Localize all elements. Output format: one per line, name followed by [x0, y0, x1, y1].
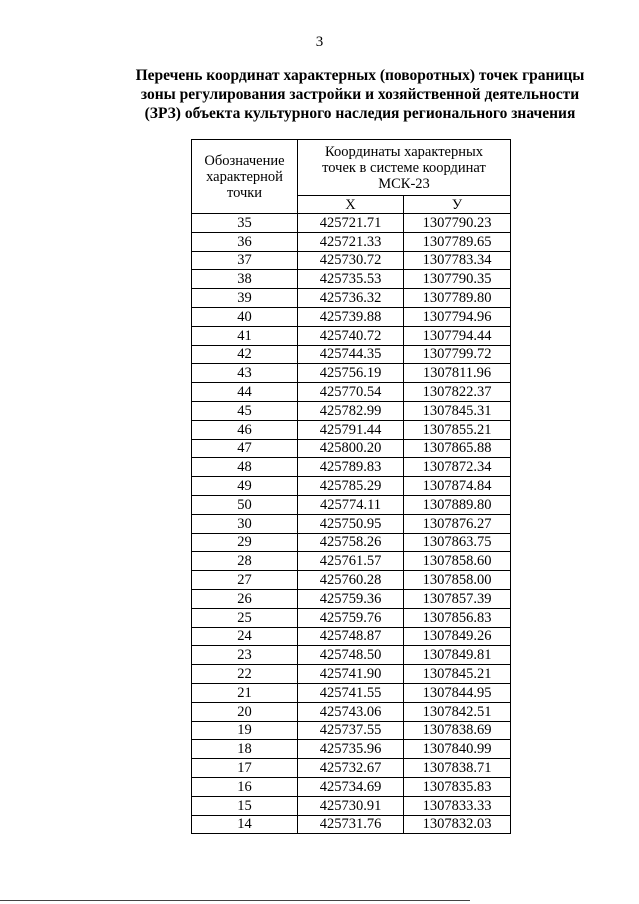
cell-point: 43	[192, 364, 298, 383]
table-row	[192, 533, 511, 552]
cell-y: 1307872.34	[404, 458, 511, 477]
cell-x: 425759.36	[298, 589, 404, 608]
header-group-line-2: точек в системе координат	[322, 159, 486, 176]
cell-x: 425756.19	[298, 364, 404, 383]
cell-y: 1307794.44	[404, 326, 511, 345]
table-row	[192, 495, 511, 514]
header-group-line-3: МСК-23	[378, 175, 430, 192]
cell-y: 1307838.71	[404, 759, 511, 778]
table-row	[192, 326, 511, 345]
table-row	[192, 514, 511, 533]
header-point-line-3: точки	[226, 184, 263, 201]
cell-point: 35	[192, 214, 298, 233]
cell-point: 30	[192, 514, 298, 533]
cell-x: 425800.20	[298, 439, 404, 458]
cell-point: 27	[192, 571, 298, 590]
cell-y: 1307844.95	[404, 683, 511, 702]
cell-y: 1307790.35	[404, 270, 511, 289]
cell-y: 1307889.80	[404, 495, 511, 514]
cell-point: 50	[192, 495, 298, 514]
cell-x: 425744.35	[298, 345, 404, 364]
cell-point: 47	[192, 439, 298, 458]
cell-y: 1307790.23	[404, 214, 511, 233]
cell-x: 425785.29	[298, 477, 404, 496]
cell-x: 425760.28	[298, 571, 404, 590]
cell-y: 1307811.96	[404, 364, 511, 383]
cell-point: 23	[192, 646, 298, 665]
table-row	[192, 420, 511, 439]
cell-point: 45	[192, 401, 298, 420]
table-row	[192, 759, 511, 778]
cell-point: 16	[192, 777, 298, 796]
cell-point: 48	[192, 458, 298, 477]
cell-point: 25	[192, 608, 298, 627]
cell-x: 425732.67	[298, 759, 404, 778]
cell-y: 1307799.72	[404, 345, 511, 364]
header-x: Х	[298, 196, 404, 214]
cell-x: 425748.87	[298, 627, 404, 646]
table-row	[192, 552, 511, 571]
cell-point: 37	[192, 251, 298, 270]
cell-y: 1307855.21	[404, 420, 511, 439]
cell-y: 1307794.96	[404, 307, 511, 326]
table-row	[192, 345, 511, 364]
document-title	[110, 66, 610, 123]
table-row	[192, 627, 511, 646]
title-line-1: Перечень координат характерных (поворотных) точек границы	[135, 67, 585, 84]
table-row	[192, 683, 511, 702]
cell-point: 19	[192, 721, 298, 740]
table-row	[192, 796, 511, 815]
title-line-2: зоны регулирования застройки и хозяйственной деятельности	[140, 86, 580, 103]
cell-x: 425774.11	[298, 495, 404, 514]
cell-point: 42	[192, 345, 298, 364]
cell-x: 425758.26	[298, 533, 404, 552]
table-row	[192, 364, 511, 383]
coordinates-table	[191, 139, 511, 834]
cell-x: 425735.53	[298, 270, 404, 289]
table-row	[192, 289, 511, 308]
table-row	[192, 307, 511, 326]
header-group-line-1: Координаты характерных	[325, 143, 483, 160]
cell-y: 1307833.33	[404, 796, 511, 815]
table-row	[192, 608, 511, 627]
table-body	[192, 214, 511, 834]
page-number: 3	[315, 34, 324, 50]
cell-y: 1307874.84	[404, 477, 511, 496]
cell-y: 1307858.60	[404, 552, 511, 571]
cell-x: 425737.55	[298, 721, 404, 740]
cell-y: 1307840.99	[404, 740, 511, 759]
table-row	[192, 646, 511, 665]
cell-y: 1307845.31	[404, 401, 511, 420]
table-row	[192, 721, 511, 740]
cell-point: 24	[192, 627, 298, 646]
title-line-3: (ЗРЗ) объекта культурного наследия регионального значения	[144, 105, 576, 122]
cell-y: 1307835.83	[404, 777, 511, 796]
table-row	[192, 232, 511, 251]
cell-y: 1307842.51	[404, 702, 511, 721]
cell-point: 15	[192, 796, 298, 815]
cell-y: 1307876.27	[404, 514, 511, 533]
cell-point: 41	[192, 326, 298, 345]
cell-point: 40	[192, 307, 298, 326]
cell-y: 1307865.88	[404, 439, 511, 458]
cell-x: 425791.44	[298, 420, 404, 439]
cell-x: 425741.90	[298, 665, 404, 684]
cell-point: 29	[192, 533, 298, 552]
cell-point: 14	[192, 815, 298, 834]
table-row	[192, 740, 511, 759]
table-row	[192, 439, 511, 458]
table-row	[192, 383, 511, 402]
table-row	[192, 458, 511, 477]
header-point-designation	[192, 140, 298, 214]
table-header	[192, 140, 511, 214]
cell-x: 425789.83	[298, 458, 404, 477]
cell-x: 425731.76	[298, 815, 404, 834]
table-row	[192, 702, 511, 721]
cell-point: 21	[192, 683, 298, 702]
cell-y: 1307832.03	[404, 815, 511, 834]
cell-point: 18	[192, 740, 298, 759]
cell-point: 36	[192, 232, 298, 251]
table-row	[192, 571, 511, 590]
header-y: У	[404, 196, 511, 214]
cell-x: 425743.06	[298, 702, 404, 721]
cell-point: 17	[192, 759, 298, 778]
table-row	[192, 251, 511, 270]
cell-x: 425770.54	[298, 383, 404, 402]
cell-x: 425736.32	[298, 289, 404, 308]
cell-x: 425741.55	[298, 683, 404, 702]
cell-y: 1307845.21	[404, 665, 511, 684]
cell-point: 28	[192, 552, 298, 571]
cell-y: 1307863.75	[404, 533, 511, 552]
cell-y: 1307822.37	[404, 383, 511, 402]
table-row	[192, 815, 511, 834]
cell-x: 425721.33	[298, 232, 404, 251]
cell-y: 1307858.00	[404, 571, 511, 590]
cell-y: 1307849.26	[404, 627, 511, 646]
cell-x: 425735.96	[298, 740, 404, 759]
cell-point: 39	[192, 289, 298, 308]
cell-x: 425761.57	[298, 552, 404, 571]
cell-y: 1307856.83	[404, 608, 511, 627]
table-row	[192, 589, 511, 608]
cell-x: 425750.95	[298, 514, 404, 533]
cell-point: 46	[192, 420, 298, 439]
cell-y: 1307789.65	[404, 232, 511, 251]
header-point-line-1: Обозначение	[204, 152, 285, 169]
cell-x: 425730.91	[298, 796, 404, 815]
cell-x: 425782.99	[298, 401, 404, 420]
cell-point: 20	[192, 702, 298, 721]
cell-x: 425734.69	[298, 777, 404, 796]
page-bottom-rule	[0, 900, 470, 901]
cell-x: 425759.76	[298, 608, 404, 627]
header-point-line-2: характерной	[206, 168, 283, 185]
cell-y: 1307783.34	[404, 251, 511, 270]
table-row	[192, 777, 511, 796]
cell-x: 425740.72	[298, 326, 404, 345]
table-row	[192, 214, 511, 233]
cell-x: 425739.88	[298, 307, 404, 326]
cell-point: 38	[192, 270, 298, 289]
cell-y: 1307849.81	[404, 646, 511, 665]
cell-point: 26	[192, 589, 298, 608]
cell-x: 425721.71	[298, 214, 404, 233]
cell-y: 1307857.39	[404, 589, 511, 608]
cell-point: 22	[192, 665, 298, 684]
cell-point: 44	[192, 383, 298, 402]
cell-x: 425748.50	[298, 646, 404, 665]
table-row	[192, 665, 511, 684]
cell-x: 425730.72	[298, 251, 404, 270]
table-row	[192, 270, 511, 289]
header-coordinates-group	[298, 140, 511, 196]
cell-point: 49	[192, 477, 298, 496]
table-row	[192, 477, 511, 496]
cell-y: 1307838.69	[404, 721, 511, 740]
table-row	[192, 401, 511, 420]
cell-y: 1307789.80	[404, 289, 511, 308]
